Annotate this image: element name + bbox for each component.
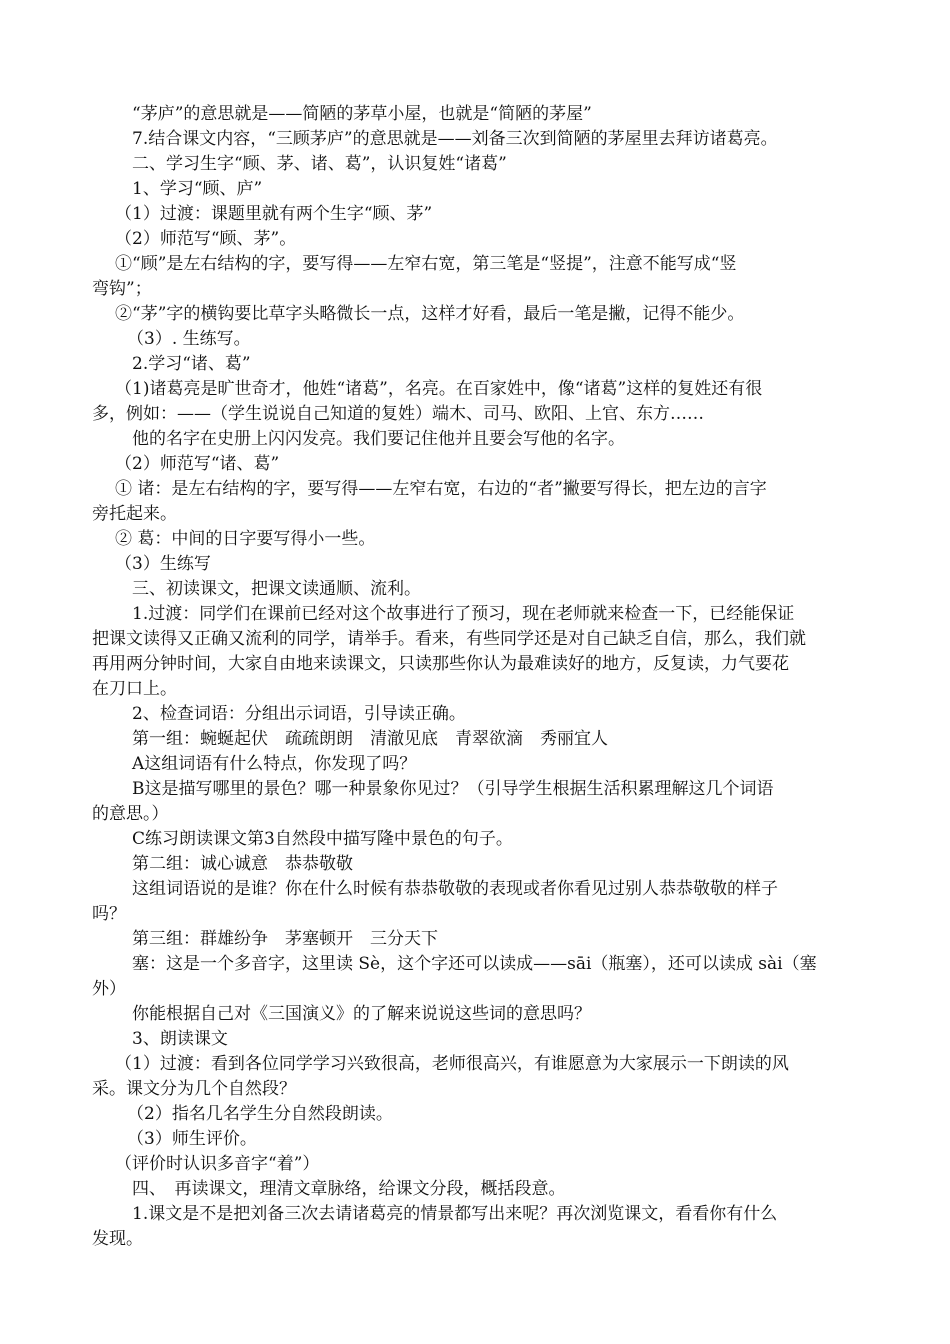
text-line: （3）师生评价。 (127, 1129, 257, 1149)
subsection-heading: 1、学习“顾、庐” (132, 179, 263, 199)
text-line: （1）过渡：看到各位同学学习兴致很高，老师很高兴，有谁愿意为大家展示一下朗读的风 (115, 1054, 789, 1074)
text-line: ① 诸：是左右结构的字，要写得——左窄右宽，右边的“者”撇要写得长，把左边的言字 (115, 479, 767, 499)
text-line: 塞：这是一个多音字，这里读 Sè，这个字还可以读成——sāi（瓶塞），还可以读成 sài（塞 (132, 954, 817, 974)
text-line: 他的名字在史册上闪闪发亮。我们要记住他并且要会写他的名字。 (132, 429, 625, 449)
text-line: 旁托起来。 (92, 504, 177, 524)
subsection-heading: 2.学习“诸、葛” (132, 354, 251, 374)
text-line: ①“顾”是左右结构的字，要写得——左窄右宽，第三笔是“竖提”，注意不能写成“竖 (115, 254, 737, 274)
text-line: 吗？ (92, 904, 126, 924)
text-line: 第三组：群雄纷争 茅塞顿开 三分天下 (132, 929, 438, 949)
text-line: 2、检查词语：分组出示词语，引导读正确。 (132, 704, 466, 724)
text-line: 第一组：蜿蜒起伏 疏疏朗朗 清澈见底 青翠欲滴 秀丽宜人 (132, 729, 608, 749)
text-line: （1）过渡：课题里就有两个生字“顾、茅” (115, 204, 433, 224)
text-line: 弯钩”； (92, 279, 152, 299)
section-heading: 四、 再读课文，理清文章脉络，给课文分段，概括段意。 (132, 1179, 566, 1199)
text-line: 多，例如：——（学生说说自己知道的复姓）端木、司马、欧阳、上官、东方…… (92, 404, 704, 424)
text-line: 在刀口上。 (92, 679, 177, 699)
text-line: A这组词语有什么特点，你发现了吗？ (132, 754, 417, 774)
text-line: （3）生练写 (115, 554, 211, 574)
text-line: 这组词语说的是谁？你在什么时候有恭恭敬敬的表现或者你看见过别人恭恭敬敬的样子 (132, 879, 778, 899)
text-line: 1.课文是不是把刘备三次去请诸葛亮的情景都写出来呢？再次浏览课文，看看你有什么 (132, 1204, 778, 1224)
text-line: “茅庐”的意思就是——简陋的茅草小屋，也就是“简陋的茅屋” (132, 104, 592, 124)
section-heading: 二、学习生字“顾、茅、诸、葛”，认识复姓“诸葛” (132, 154, 507, 174)
text-line: 的意思。） (92, 804, 169, 824)
text-line: （1)诸葛亮是旷世奇才，他姓“诸葛”，名亮。在百家姓中，像“诸葛”这样的复姓还有很 (115, 379, 763, 399)
text-line: 7.结合课文内容，“三顾茅庐”的意思就是——刘备三次到简陋的茅屋里去拜访诸葛亮。 (132, 129, 778, 149)
text-line: （2）师范写“顾、茅”。 (115, 229, 297, 249)
text-line: ② 葛：中间的日字要写得小一些。 (115, 529, 376, 549)
text-line: B这是描写哪里的景色？哪一种景象你见过？（引导学生根据生活积累理解这几个词语 (132, 779, 774, 799)
text-line: （3）. 生练写。 (127, 329, 251, 349)
section-heading: 三、初读课文，把课文读通顺、流利。 (132, 579, 421, 599)
text-line: （2）师范写“诸、葛” (115, 454, 280, 474)
subsection-heading: 3、朗读课文 (132, 1029, 228, 1049)
text-line: 把课文读得又正确又流利的同学，请举手。看来，有些同学还是对自己缺乏自信，那么，我们就 (92, 629, 806, 649)
text-line: 你能根据自己对《三国演义》的了解来说说这些词的意思吗？ (132, 1004, 591, 1024)
text-line: （2）指名几名学生分自然段朗读。 (127, 1104, 393, 1124)
text-line: 再用两分钟时间，大家自由地来读课文，只读那些你认为最难读好的地方，反复读，力气要花 (92, 654, 789, 674)
text-line: 外） (92, 979, 126, 999)
text-line: ②“茅”字的横钩要比草字头略微长一点，这样才好看，最后一笔是撇，记得不能少。 (115, 304, 745, 324)
text-line: 发现。 (92, 1229, 143, 1249)
text-line: 1.过渡：同学们在课前已经对这个故事进行了预习，现在老师就来检查一下，已经能保证 (132, 604, 795, 624)
text-line: 采。课文分为几个自然段？ (92, 1079, 296, 1099)
text-line: 第二组：诚心诚意 恭恭敬敬 (132, 854, 353, 874)
text-line: C练习朗读课文第3自然段中描写隆中景色的句子。 (132, 829, 513, 849)
text-line: （评价时认识多音字“着”） (115, 1154, 320, 1174)
